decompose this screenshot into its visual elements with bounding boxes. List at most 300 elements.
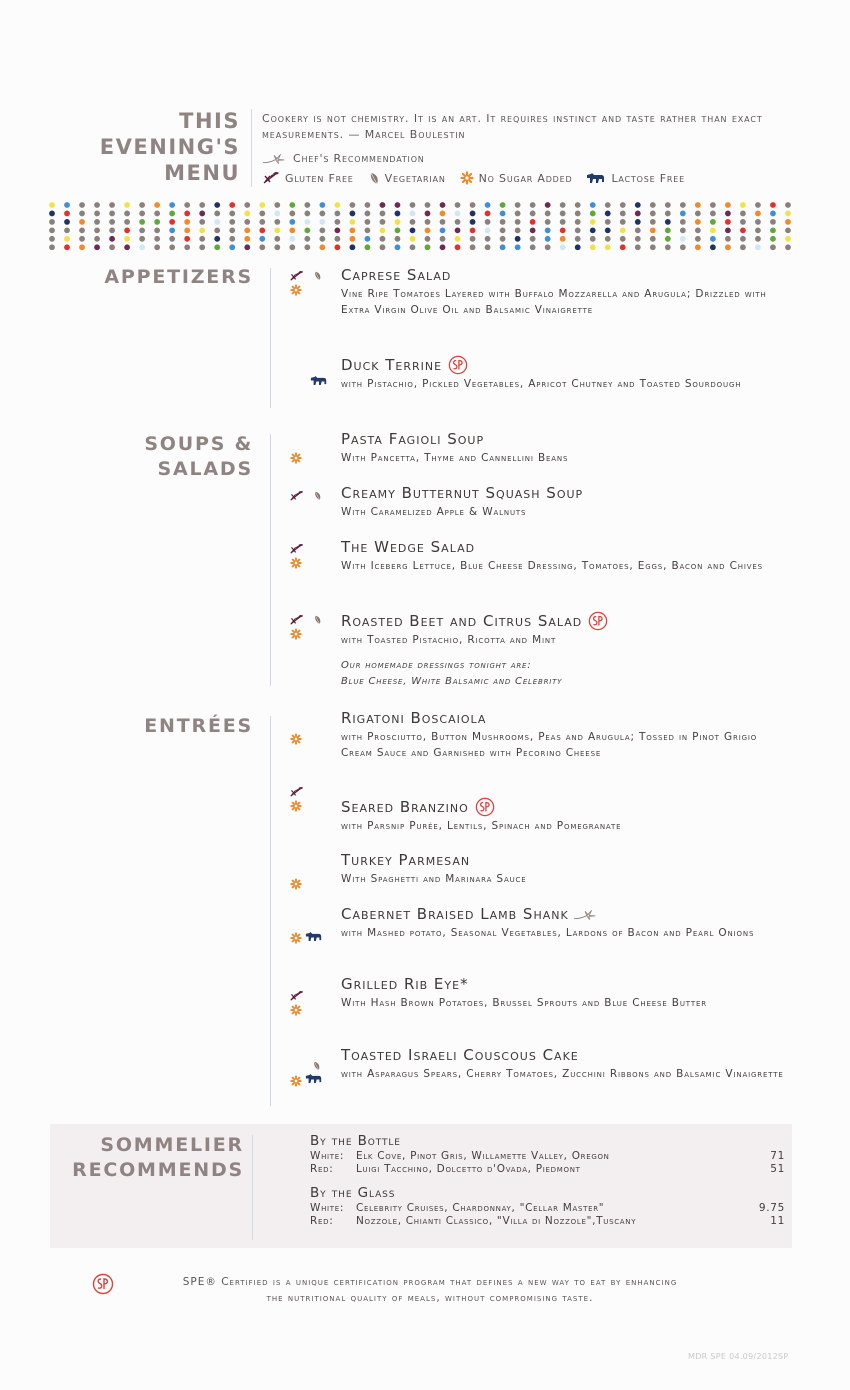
decorative-dot — [605, 219, 611, 225]
decorative-dot — [154, 236, 160, 242]
menu-item — [341, 709, 786, 761]
decorative-dot — [485, 211, 491, 217]
decorative-dot — [49, 211, 55, 217]
decorative-dot — [620, 202, 626, 208]
quote: Cookery is not chemistry. It is an art. It requires instinct and taste rather than exact measurements. — Marcel Boulestin — [262, 112, 763, 141]
decorative-dot — [64, 202, 70, 208]
decorative-dot — [620, 236, 626, 242]
decorative-dot — [545, 244, 551, 250]
decorative-dot — [244, 211, 250, 217]
decorative-dot — [695, 219, 701, 225]
decorative-dot — [244, 219, 250, 225]
decorative-dot — [64, 211, 70, 217]
item-description: with Parsnip Purée, Lentils, Spinach and Pomegranate — [341, 820, 622, 832]
decorative-dot — [184, 227, 190, 233]
menu-item — [341, 611, 786, 648]
decorative-dot — [274, 244, 280, 250]
decorative-dot — [410, 236, 416, 242]
decorative-dot — [199, 202, 205, 208]
decorative-dot — [530, 202, 536, 208]
divider — [270, 268, 271, 408]
decorative-dot — [545, 211, 551, 217]
spe-certified-icon — [448, 355, 468, 375]
decorative-dot — [79, 227, 85, 233]
decorative-dot — [259, 227, 265, 233]
decorative-dot — [79, 219, 85, 225]
item-description: with Asparagus Spears, Cherry Tomatoes, Zucchini Ribbons and Balsamic Vinaigrette — [341, 1068, 784, 1080]
gluten-free-icon — [289, 990, 304, 1002]
wine-kind: Red: — [310, 1215, 334, 1227]
decorative-dot — [380, 219, 386, 225]
decorative-dot — [500, 211, 506, 217]
decorative-dot — [635, 244, 641, 250]
menu-item — [341, 975, 786, 1011]
wine-price: 9.75 — [758, 1202, 785, 1214]
wine-kind: Red: — [310, 1163, 334, 1175]
decorative-dot — [319, 236, 325, 242]
wine-price: 11 — [770, 1215, 785, 1227]
decorative-dot — [350, 202, 356, 208]
item-name: Grilled Rib Eye* — [341, 975, 469, 993]
menu-item — [341, 430, 786, 466]
decorative-dot — [229, 227, 235, 233]
item-description: with Prosciutto, Button Mushrooms, Peas and Arugula; Tossed in Pinot Grigio Cream Sauce and Garnished with Pecorino Cheese — [341, 731, 758, 759]
decorative-dot — [725, 236, 731, 242]
decorative-dot — [380, 227, 386, 233]
item-description: With Caramelized Apple & Walnuts — [341, 506, 527, 518]
decorative-dot — [229, 202, 235, 208]
decorative-dot — [139, 211, 145, 217]
decorative-dot — [770, 219, 776, 225]
decorative-dot — [470, 244, 476, 250]
decorative-dot — [515, 211, 521, 217]
decorative-dot — [785, 244, 791, 250]
decorative-dot — [425, 227, 431, 233]
decorative-dot — [109, 211, 115, 217]
decorative-dot — [425, 202, 431, 208]
decorative-dot — [590, 202, 596, 208]
decorative-dot — [139, 219, 145, 225]
decorative-dot — [334, 211, 340, 217]
decorative-dot — [725, 219, 731, 225]
lactose-free-icon — [305, 1073, 323, 1085]
decorative-dot — [605, 211, 611, 217]
decorative-dot — [139, 236, 145, 242]
wine-price: 71 — [770, 1150, 785, 1162]
decorative-dot — [169, 227, 175, 233]
decorative-dot — [244, 244, 250, 250]
decorative-dot — [259, 236, 265, 242]
decorative-dot — [755, 244, 761, 250]
decorative-dot — [244, 202, 250, 208]
legend-label: No Sugar Added — [478, 171, 573, 185]
decorative-dot — [620, 244, 626, 250]
menu-item — [341, 484, 786, 520]
decorative-dot — [740, 244, 746, 250]
decorative-dot — [560, 202, 566, 208]
decorative-dot — [94, 211, 100, 217]
decorative-dot — [680, 227, 686, 233]
decorative-dot — [635, 236, 641, 242]
decorative-dot — [244, 236, 250, 242]
decorative-dot — [214, 244, 220, 250]
decorative-dot — [214, 211, 220, 217]
item-description: with Mashed potato, Seasonal Vegetables, Lardons of Bacon and Pearl Onions — [341, 927, 755, 939]
decorative-dot — [635, 202, 641, 208]
decorative-dot — [785, 219, 791, 225]
decorative-dot — [380, 236, 386, 242]
decorative-dot — [64, 236, 70, 242]
decorative-dot — [229, 211, 235, 217]
decorative-dot — [154, 219, 160, 225]
decorative-dot — [154, 227, 160, 233]
decorative-dot — [365, 236, 371, 242]
wine-row — [310, 1202, 785, 1214]
decorative-dot — [169, 211, 175, 217]
decorative-dot — [410, 227, 416, 233]
chef-recommendation-icon — [262, 153, 288, 165]
decorative-dot — [365, 244, 371, 250]
chef-recommendation-icon — [573, 909, 599, 921]
menu-title-line: THIS — [179, 109, 240, 133]
decorative-dot — [710, 236, 716, 242]
decorative-dot — [785, 236, 791, 242]
no-sugar-icon — [460, 171, 474, 185]
legend-label: Gluten Free — [285, 171, 354, 185]
decorative-dot — [485, 236, 491, 242]
decorative-dot — [470, 236, 476, 242]
wine-kind: White: — [310, 1150, 345, 1162]
decorative-dot — [530, 236, 536, 242]
no-sugar-icon — [290, 452, 302, 464]
decorative-dot — [229, 219, 235, 225]
decorative-dot — [395, 227, 401, 233]
no-sugar-icon — [290, 1004, 302, 1016]
decorative-dot — [124, 202, 130, 208]
decorative-dot — [680, 219, 686, 225]
no-sugar-icon — [290, 557, 302, 569]
decorative-dot — [515, 236, 521, 242]
lactose-free-icon — [305, 931, 323, 943]
no-sugar-icon — [290, 1075, 302, 1087]
decorative-dot — [199, 211, 205, 217]
decorative-dot — [710, 227, 716, 233]
vegetarian-icon — [313, 614, 322, 625]
vegetarian-icon — [313, 490, 322, 501]
decorative-dot — [665, 202, 671, 208]
decorative-dot — [740, 219, 746, 225]
decorative-dot — [440, 236, 446, 242]
decorative-dot — [410, 244, 416, 250]
decorative-dot — [485, 244, 491, 250]
decorative-dot — [64, 244, 70, 250]
item-name: The Wedge Salad — [341, 538, 476, 556]
decorative-dot — [124, 244, 130, 250]
legend-label: Chef's Recommendation — [293, 152, 425, 165]
decorative-dot — [169, 244, 175, 250]
decorative-dot — [139, 227, 145, 233]
decorative-dot — [650, 244, 656, 250]
decorative-dot — [455, 227, 461, 233]
decorative-dot — [575, 236, 581, 242]
decorative-dot — [334, 236, 340, 242]
decorative-dot — [319, 219, 325, 225]
decorative-dot — [380, 211, 386, 217]
decorative-dot — [304, 211, 310, 217]
decorative-dot — [94, 219, 100, 225]
divider — [251, 109, 252, 187]
decorative-dot — [575, 244, 581, 250]
gluten-free-icon — [289, 786, 304, 798]
decorative-dot — [590, 211, 596, 217]
decorative-dot — [214, 219, 220, 225]
decorative-dot — [184, 219, 190, 225]
decorative-dot — [109, 202, 115, 208]
decorative-dot — [64, 227, 70, 233]
decorative-dot — [94, 202, 100, 208]
decorative-dot — [560, 219, 566, 225]
wine-name: Nozzole, Chianti Classico, "Villa di Nozzole",Tuscany — [356, 1215, 637, 1227]
vegetarian-icon — [368, 171, 380, 185]
decorative-dot — [740, 236, 746, 242]
no-sugar-icon — [290, 733, 302, 745]
no-sugar-icon — [290, 932, 302, 944]
item-name: Seared Branzino — [341, 797, 469, 816]
decorative-dot — [289, 202, 295, 208]
spe-footnote — [90, 1274, 770, 1306]
no-sugar-icon — [290, 878, 302, 890]
decorative-dot — [650, 227, 656, 233]
decorative-dot — [124, 236, 130, 242]
decorative-dot — [199, 236, 205, 242]
section-title-line: SOUPS & — [144, 433, 253, 455]
decorative-dot — [500, 219, 506, 225]
item-name: Cabernet Braised Lamb Shank — [341, 905, 569, 923]
wine-name: Luigi Tacchino, Dolcetto d'Ovada, Piedmont — [356, 1163, 581, 1175]
wine-name: Celebrity Cruises, Chardonnay, "Cellar Master" — [356, 1202, 605, 1214]
item-name: Toasted Israeli Couscous Cake — [341, 1046, 579, 1064]
decorative-dot — [169, 219, 175, 225]
vegetarian-icon — [313, 270, 322, 281]
section-title-appetizers: APPETIZERS — [104, 266, 253, 288]
decorative-dot — [184, 202, 190, 208]
decorative-dot — [665, 219, 671, 225]
divider — [270, 434, 271, 686]
decorative-dot — [785, 227, 791, 233]
decorative-dot — [94, 244, 100, 250]
decorative-dot — [289, 219, 295, 225]
spe-certified-icon — [475, 797, 495, 817]
decorative-dot — [199, 227, 205, 233]
menu-item — [341, 797, 786, 834]
decorative-dot — [515, 227, 521, 233]
item-name: Rigatoni Boscaiola — [341, 709, 487, 727]
decorative-dot — [350, 236, 356, 242]
decorative-dot — [440, 227, 446, 233]
decorative-dot — [560, 227, 566, 233]
no-sugar-icon — [290, 800, 302, 812]
item-description: with Toasted Pistachio, Ricotta and Mint — [341, 634, 557, 646]
decorative-dot — [229, 236, 235, 242]
decorative-dot — [605, 244, 611, 250]
decorative-dot — [605, 227, 611, 233]
decorative-dot — [545, 219, 551, 225]
menu-title-line: EVENING'S — [99, 135, 240, 159]
item-description: with Pistachio, Pickled Vegetables, Apricot Chutney and Toasted Sourdough — [341, 378, 742, 390]
decorative-dot — [184, 244, 190, 250]
item-description: With Iceberg Lettuce, Blue Cheese Dressing, Tomatoes, Eggs, Bacon and Chives — [341, 560, 763, 572]
decorative-dot — [410, 219, 416, 225]
wine-kind: White: — [310, 1202, 345, 1214]
decorative-dot — [169, 236, 175, 242]
decorative-dot — [665, 227, 671, 233]
spe-certified-icon — [588, 611, 608, 631]
decorative-dot — [560, 211, 566, 217]
decorative-dot — [229, 244, 235, 250]
divider — [270, 716, 271, 1106]
decorative-dot — [635, 227, 641, 233]
decorative-dot — [740, 202, 746, 208]
decorative-dot — [214, 202, 220, 208]
decorative-dot-band — [48, 201, 793, 251]
wine-row — [310, 1163, 785, 1175]
decorative-dot — [605, 236, 611, 242]
decorative-dot — [455, 236, 461, 242]
decorative-dot — [500, 244, 506, 250]
decorative-dot — [695, 244, 701, 250]
decorative-dot — [334, 219, 340, 225]
lactose-free-icon — [310, 375, 328, 387]
no-sugar-icon — [290, 284, 302, 296]
legend-chef — [262, 152, 439, 165]
decorative-dot — [650, 202, 656, 208]
decorative-dot — [455, 244, 461, 250]
decorative-dot — [395, 244, 401, 250]
decorative-dot — [334, 202, 340, 208]
decorative-dot — [94, 227, 100, 233]
decorative-dot — [139, 244, 145, 250]
decorative-dot — [425, 236, 431, 242]
decorative-dot — [274, 227, 280, 233]
wine-price: 51 — [770, 1163, 785, 1175]
decorative-dot — [289, 236, 295, 242]
decorative-dot — [710, 211, 716, 217]
decorative-dot — [395, 219, 401, 225]
decorative-dot — [470, 227, 476, 233]
decorative-dot — [770, 236, 776, 242]
decorative-dot — [515, 219, 521, 225]
decorative-dot — [650, 219, 656, 225]
decorative-dot — [380, 244, 386, 250]
item-name-row — [341, 611, 786, 631]
decorative-dot — [575, 227, 581, 233]
decorative-dot — [319, 227, 325, 233]
item-name: Caprese Salad — [341, 266, 452, 284]
decorative-dot — [455, 211, 461, 217]
decorative-dot — [560, 236, 566, 242]
decorative-dot — [440, 211, 446, 217]
item-name: Roasted Beet and Citrus Salad — [341, 611, 583, 630]
decorative-dot — [560, 244, 566, 250]
decorative-dot — [184, 211, 190, 217]
decorative-dot — [545, 202, 551, 208]
decorative-dot — [154, 202, 160, 208]
glass-heading: By the Glass — [310, 1185, 396, 1201]
legend-diet — [262, 171, 699, 185]
decorative-dot — [365, 219, 371, 225]
footnote-line: the nutritional quality of meals, without compromising taste. — [266, 1292, 594, 1304]
decorative-dot — [695, 202, 701, 208]
decorative-dot — [710, 244, 716, 250]
decorative-dot — [79, 236, 85, 242]
item-name-row — [341, 797, 786, 817]
decorative-dot — [425, 219, 431, 225]
print-code: MDR SPE 04.09/2012SP — [688, 1352, 789, 1361]
decorative-dot — [79, 202, 85, 208]
wine-row — [310, 1150, 785, 1162]
decorative-dot — [755, 219, 761, 225]
decorative-dot — [575, 219, 581, 225]
gluten-free-icon — [289, 270, 304, 282]
decorative-dot — [395, 236, 401, 242]
vegetarian-icon — [312, 1060, 321, 1071]
wine-name: Elk Cove, Pinot Gris, Willamette Valley, Oregon — [356, 1150, 610, 1162]
decorative-dot — [334, 244, 340, 250]
menu-item — [341, 1046, 786, 1082]
gluten-free-icon — [289, 543, 304, 555]
decorative-dot — [350, 219, 356, 225]
section-title-line: SALADS — [157, 458, 253, 480]
item-name-row — [341, 905, 786, 924]
no-sugar-icon — [290, 628, 302, 640]
note-line: Our homemade dressings tonight are: — [341, 660, 532, 671]
decorative-dot — [274, 202, 280, 208]
decorative-dot — [49, 236, 55, 242]
decorative-dot — [49, 227, 55, 233]
decorative-dot — [380, 202, 386, 208]
decorative-dot — [49, 202, 55, 208]
item-name: Pasta Fagioli Soup — [341, 430, 485, 448]
decorative-dot — [530, 219, 536, 225]
decorative-dot — [755, 227, 761, 233]
decorative-dot — [680, 202, 686, 208]
decorative-dot — [184, 236, 190, 242]
menu-item — [341, 266, 786, 318]
decorative-dot — [169, 202, 175, 208]
divider — [252, 1135, 253, 1240]
decorative-dot — [725, 227, 731, 233]
menu-item — [341, 538, 786, 574]
decorative-dot — [410, 202, 416, 208]
decorative-dot — [485, 219, 491, 225]
decorative-dot — [620, 211, 626, 217]
decorative-dot — [485, 202, 491, 208]
decorative-dot — [635, 211, 641, 217]
menu-item — [341, 905, 786, 941]
decorative-dot — [304, 227, 310, 233]
decorative-dot — [770, 244, 776, 250]
decorative-dot — [410, 211, 416, 217]
decorative-dot — [635, 219, 641, 225]
decorative-dot — [530, 211, 536, 217]
decorative-dot — [650, 211, 656, 217]
section-title-entrees: ENTRÉES — [144, 715, 253, 737]
decorative-dot — [620, 227, 626, 233]
decorative-dot — [350, 244, 356, 250]
decorative-dot — [274, 211, 280, 217]
decorative-dot — [530, 244, 536, 250]
decorative-dot — [725, 211, 731, 217]
